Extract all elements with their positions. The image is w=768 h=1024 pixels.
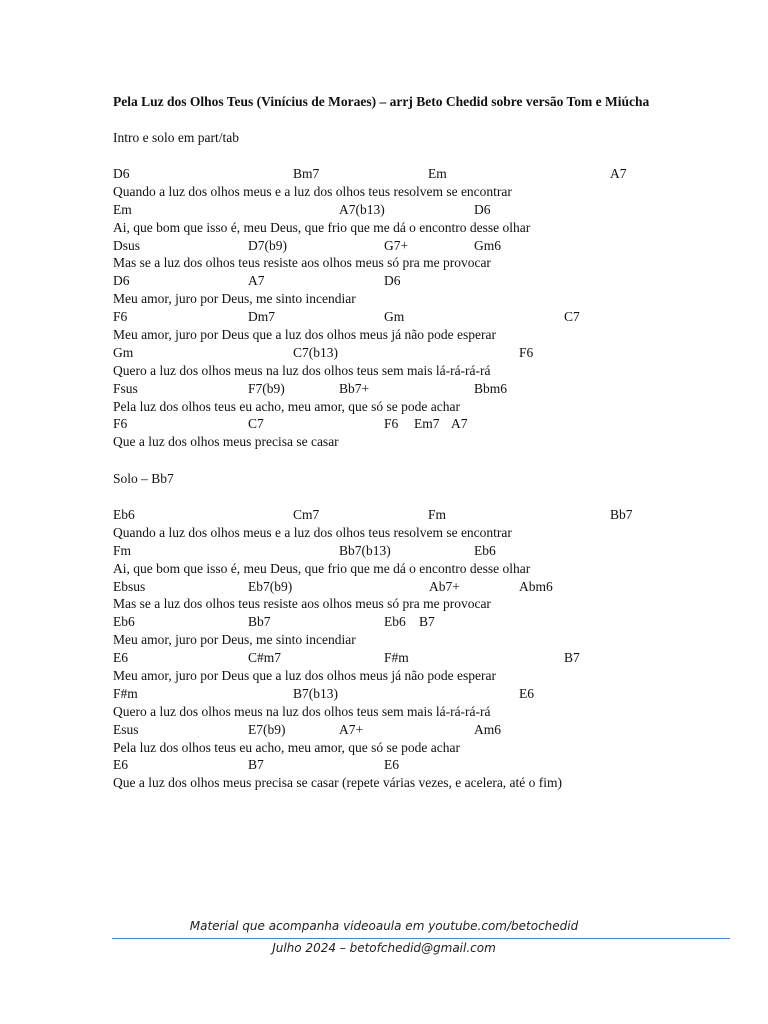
- chord-symbol: Bbm6: [474, 380, 508, 396]
- chord-symbol: A7: [248, 273, 265, 289]
- lyric-text: Meu amor, juro por Deus, me sinto incendiar: [113, 291, 356, 307]
- chord-symbol: A7: [451, 416, 468, 432]
- chord-symbol: Gm: [384, 309, 405, 325]
- chord-symbol: Bb7+: [339, 380, 370, 396]
- chord-symbol: Dm7: [248, 309, 275, 325]
- chord-symbol: D6: [113, 166, 130, 181]
- chord-symbol: F6: [519, 344, 534, 360]
- lyric-line: [113, 774, 673, 792]
- chord-symbol: Esus: [113, 721, 139, 737]
- chord-symbol: Eb6: [113, 507, 135, 522]
- chord-symbol: Bb7: [248, 614, 271, 630]
- chord-symbol: A7: [610, 166, 627, 181]
- chord-symbol: Fm: [113, 542, 132, 558]
- lyric-text: Ai, que bom que isso é, meu Deus, que frio que me dá o encontro desse olhar: [113, 219, 531, 235]
- chord-symbol: D6: [384, 273, 401, 289]
- chord-symbol: Em: [113, 201, 132, 217]
- chord-symbol: Cm7: [293, 507, 320, 522]
- chord-symbol: B7: [419, 614, 435, 630]
- chord-line: [113, 165, 673, 183]
- lyric-line: [113, 433, 673, 451]
- chord-line: [113, 201, 673, 219]
- chord-symbol: Bb7: [610, 507, 633, 522]
- chord-line: [113, 542, 673, 560]
- chord-symbol: Gm6: [474, 237, 501, 253]
- chord-line: [113, 344, 673, 362]
- chord-symbol: E6: [113, 650, 128, 666]
- chord-symbol: Eb7(b9): [248, 578, 293, 594]
- chord-symbol: D6: [474, 201, 491, 217]
- lyric-text: Meu amor, juro por Deus, me sinto incendiar: [113, 632, 356, 648]
- lyric-line: [113, 739, 673, 757]
- lyric-line: [113, 595, 673, 613]
- chord-symbol: Ab7+: [429, 578, 460, 594]
- solo-heading: Solo – Bb7: [113, 471, 174, 486]
- lyric-text: Quando a luz dos olhos meus e a luz dos olhos teus resolvem se encontrar: [113, 524, 512, 540]
- lyric-text: Meu amor, juro por Deus que a luz dos olhos meus já não pode esperar: [113, 327, 496, 343]
- chord-symbol: F#m: [384, 650, 409, 666]
- lyric-line: [113, 667, 673, 685]
- chord-symbol: C7: [564, 309, 580, 325]
- chord-line: [113, 685, 673, 703]
- lyric-text: Que a luz dos olhos meus precisa se casar: [113, 434, 339, 450]
- chord-symbol: G7+: [384, 237, 409, 253]
- footer-divider: [112, 938, 730, 939]
- chord-symbol: F6: [113, 416, 128, 432]
- chord-symbol: C#m7: [248, 650, 282, 666]
- lyric-line: [113, 524, 673, 542]
- chord-symbol: B7: [248, 757, 264, 773]
- lyric-line: [113, 631, 673, 649]
- lyric-line: [113, 326, 673, 344]
- chord-symbol: A7(b13): [339, 201, 385, 217]
- chord-symbol: Ebsus: [113, 578, 146, 594]
- page-title: Pela Luz dos Olhos Teus (Vinícius de Moraes) – arrj Beto Chedid sobre versão Tom e Miúcha: [113, 94, 650, 109]
- chord-line: [113, 380, 673, 398]
- lyric-text: Pela luz dos olhos teus eu acho, meu amor, que só se pode achar: [113, 398, 460, 414]
- chord-symbol: Bb7(b13): [339, 542, 391, 558]
- chord-symbol: E6: [519, 685, 534, 701]
- lyric-line: [113, 362, 673, 380]
- lyric-line: [113, 254, 673, 272]
- chord-symbol: F6: [384, 416, 399, 432]
- lyric-line: [113, 398, 673, 416]
- chord-line: [113, 613, 673, 631]
- lyric-line: [113, 219, 673, 237]
- lyric-line: [113, 183, 673, 201]
- chord-line: [113, 721, 673, 739]
- lyric-text: Ai, que bom que isso é, meu Deus, que frio que me dá o encontro desse olhar: [113, 560, 531, 576]
- lyric-text: Mas se a luz dos olhos teus resiste aos olhos meus só pra me provocar: [113, 596, 491, 612]
- chord-symbol: Am6: [474, 721, 501, 737]
- chord-symbol: E7(b9): [248, 721, 286, 737]
- chord-symbol: D6: [113, 273, 130, 289]
- lyric-text: Quero a luz dos olhos meus na luz dos olhos teus sem mais lá-rá-rá-rá: [113, 703, 491, 719]
- lyric-text: Mas se a luz dos olhos teus resiste aos olhos meus só pra me provocar: [113, 255, 491, 271]
- lyric-text: Pela luz dos olhos teus eu acho, meu amor, que só se pode achar: [113, 739, 460, 755]
- chord-symbol: B7(b13): [293, 685, 338, 701]
- chord-symbol: Em: [428, 166, 447, 181]
- chord-line: [113, 272, 673, 290]
- chord-symbol: A7+: [339, 721, 364, 737]
- chord-symbol: Fsus: [113, 380, 138, 396]
- lyric-text: Quero a luz dos olhos meus na luz dos olhos teus sem mais lá-rá-rá-rá: [113, 362, 491, 378]
- chord-symbol: Abm6: [519, 578, 553, 594]
- chord-symbol: Em7: [414, 416, 440, 432]
- chord-symbol: F#m: [113, 685, 138, 701]
- chord-line: [113, 308, 673, 326]
- chord-section-2: [113, 506, 673, 792]
- chord-symbol: F7(b9): [248, 380, 285, 396]
- lyric-text: Meu amor, juro por Deus que a luz dos olhos meus já não pode esperar: [113, 668, 496, 684]
- chord-line: [113, 578, 673, 596]
- chord-symbol: B7: [564, 650, 580, 666]
- lyric-line: [113, 560, 673, 578]
- chord-symbol: C7: [248, 416, 264, 432]
- chord-symbol: Fm: [428, 507, 447, 522]
- chord-line: [113, 756, 673, 774]
- chord-line: [113, 506, 673, 524]
- chord-symbol: Dsus: [113, 237, 141, 253]
- lyric-line: [113, 290, 673, 308]
- chord-line: [113, 237, 673, 255]
- chord-section-1: [113, 165, 673, 451]
- lyric-text: Que a luz dos olhos meus precisa se casar (repete várias vezes, e acelera, até o fim): [113, 775, 563, 791]
- intro-note: Intro e solo em part/tab: [113, 130, 239, 145]
- chord-symbol: Eb6: [113, 614, 135, 630]
- chord-symbol: D7(b9): [248, 237, 287, 253]
- footer-video-note: Material que acompanha videoaula em youtube.com/betochedid: [189, 919, 579, 933]
- chord-symbol: Eb6: [474, 542, 496, 558]
- chord-symbol: E6: [113, 757, 128, 773]
- chord-symbol: F6: [113, 309, 128, 325]
- chord-symbol: E6: [384, 757, 399, 773]
- lyric-text: Quando a luz dos olhos meus e a luz dos olhos teus resolvem se encontrar: [113, 183, 512, 199]
- chord-line: [113, 415, 673, 433]
- chord-symbol: Eb6: [384, 614, 406, 630]
- chord-symbol: C7(b13): [293, 344, 338, 360]
- lyric-line: [113, 703, 673, 721]
- chord-symbol: Gm: [113, 344, 134, 360]
- footer-date-email: Julho 2024 – betofchedid@gmail.com: [272, 941, 496, 955]
- chord-line: [113, 649, 673, 667]
- chord-symbol: Bm7: [293, 166, 320, 181]
